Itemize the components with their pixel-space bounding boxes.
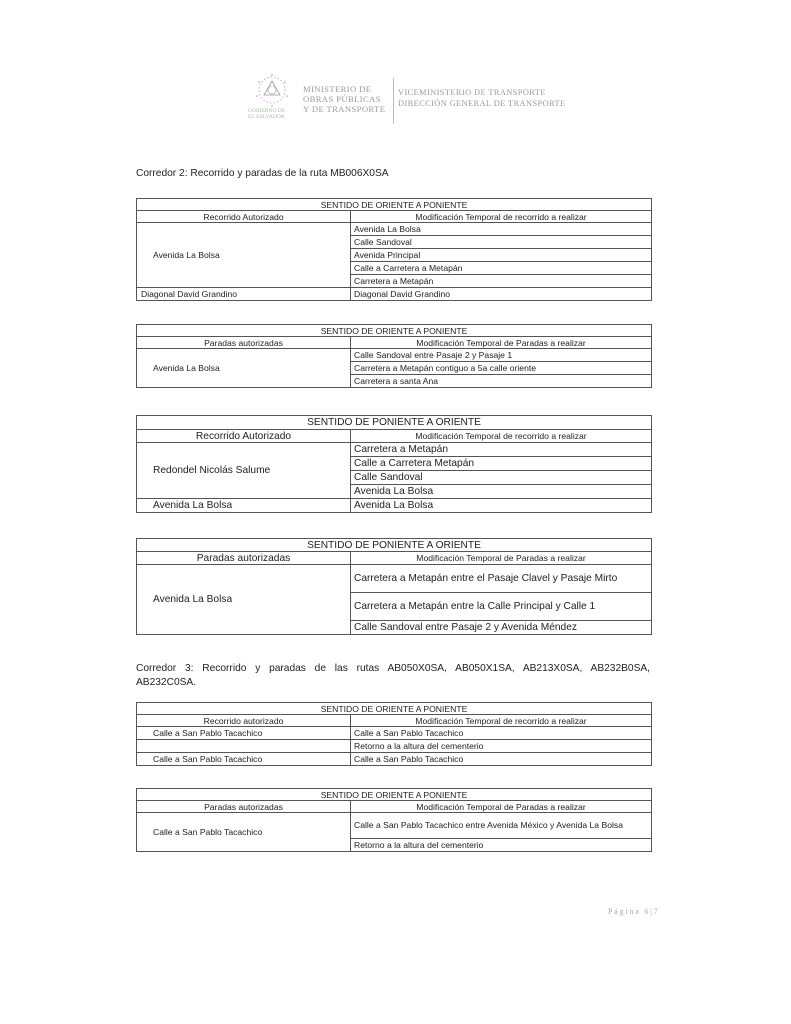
corredor-2-paradas-oriente-poniente-table	[136, 324, 652, 388]
table-cell: Retorno a la altura del cementerio	[351, 839, 652, 852]
corredor-3-title-continued: AB232C0SA.	[136, 677, 197, 688]
letterhead	[240, 60, 580, 130]
table-cell: Calle a San Pablo Tacachico entre Avenida México y Avenida La Bolsa	[351, 813, 652, 839]
table-heading: SENTIDO DE PONIENTE A ORIENTE	[137, 539, 652, 552]
ministry-name: MINISTERIO DE OBRAS PÚBLICAS Y DE TRANSPORTE	[303, 84, 386, 114]
table-cell: Carretera a Metapán entre la Calle Principal y Calle 1	[351, 593, 652, 621]
page-number: 6|7	[644, 907, 660, 916]
column-header: Recorrido autorizado	[137, 715, 351, 727]
table-heading: SENTIDO DE ORIENTE A PONIENTE	[137, 199, 652, 211]
column-header: Modificación Temporal de Paradas a realizar	[351, 552, 652, 565]
table-cell: Calle a San Pablo Tacachico	[351, 753, 652, 766]
corredor-2-paradas-poniente-oriente-table	[136, 538, 652, 635]
table-cell: Diagonal David Grandino	[137, 288, 351, 301]
table-heading: SENTIDO DE ORIENTE A PONIENTE	[137, 325, 652, 337]
corredor-2-recorrido-poniente-oriente-table	[136, 415, 652, 513]
table-cell: Avenida La Bolsa	[351, 485, 652, 499]
column-header: Modificación Temporal de Paradas a realizar	[351, 337, 652, 349]
table-heading: SENTIDO DE ORIENTE A PONIENTE	[137, 703, 652, 715]
vice-ministry-name: VICEMINISTERIO DE TRANSPORTE DIRECCIÓN GENERAL DE TRANSPORTE	[398, 88, 566, 108]
corredor-2-recorrido-oriente-poniente-table	[136, 198, 652, 301]
table-cell: Carretera a Metapán	[351, 443, 652, 457]
corredor-2-title: Corredor 2: Recorrido y paradas de la ruta MB006X0SA	[136, 168, 389, 179]
column-header: Recorrido Autorizado	[137, 211, 351, 223]
table-cell: Avenida La Bolsa	[137, 499, 351, 513]
column-header: Modificación Temporal de recorrido a realizar	[351, 211, 652, 223]
page-label: Página	[608, 907, 641, 916]
table-cell: Avenida La Bolsa	[351, 223, 652, 236]
table-cell: Carretera a Metapán	[351, 275, 652, 288]
corredor-3-paradas-oriente-poniente-table	[136, 788, 652, 852]
table-cell: Avenida Principal	[351, 249, 652, 262]
table-cell: Avenida La Bolsa	[137, 349, 351, 388]
table-cell: Calle a Carretera Metapán	[351, 457, 652, 471]
table-cell: Carretera a Metapán entre el Pasaje Clavel y Pasaje Mirto	[351, 565, 652, 593]
column-header: Modificación Temporal de Paradas a realizar	[351, 801, 652, 813]
table-cell: Avenida La Bolsa	[137, 565, 351, 635]
table-cell: Calle a San Pablo Tacachico	[137, 727, 351, 740]
table-cell: Avenida La Bolsa	[137, 223, 351, 288]
table-heading: SENTIDO DE PONIENTE A ORIENTE	[137, 416, 652, 430]
table-cell: Retorno a la altura del cementerio	[351, 740, 652, 753]
coat-of-arms-icon	[252, 70, 292, 110]
table-cell: Calle Sandoval	[351, 471, 652, 485]
corredor-3-title: Corredor 3: Recorrido y paradas de las rutas AB050X0SA, AB050X1SA, AB213X0SA, AB232B0SA,	[136, 663, 650, 674]
table-cell: Avenida La Bolsa	[351, 499, 652, 513]
table-cell: Calle a San Pablo Tacachico	[137, 813, 351, 852]
table-cell: Calle Sandoval entre Pasaje 2 y Pasaje 1	[351, 349, 652, 362]
column-header: Paradas autorizadas	[137, 337, 351, 349]
table-cell: Carretera a Metapán contiguo a 5a calle oriente	[351, 362, 652, 375]
table-cell: Calle a San Pablo Tacachico	[137, 753, 351, 766]
table-cell: Diagonal David Grandino	[351, 288, 652, 301]
page-footer	[608, 907, 659, 916]
column-header: Paradas autorizadas	[137, 552, 351, 565]
table-cell: Redondel Nicolás Salume	[137, 443, 351, 499]
table-cell: Calle a Carretera a Metapán	[351, 262, 652, 275]
column-header: Paradas autorizadas	[137, 801, 351, 813]
letterhead-divider	[393, 78, 394, 124]
table-cell: Calle Sandoval	[351, 236, 652, 249]
table-cell: Calle Sandoval entre Pasaje 2 y Avenida Méndez	[351, 621, 652, 635]
table-heading: SENTIDO DE ORIENTE A PONIENTE	[137, 789, 652, 801]
corredor-3-recorrido-oriente-poniente-table	[136, 702, 652, 766]
column-header: Modificación Temporal de recorrido a realizar	[351, 430, 652, 443]
table-cell	[137, 740, 351, 753]
column-header: Modificación Temporal de recorrido a realizar	[351, 715, 652, 727]
table-cell: Calle a San Pablo Tacachico	[351, 727, 652, 740]
government-wordmark: GOBIERNO DE EL SALVADOR	[248, 108, 286, 120]
table-cell: Carretera a santa Ana	[351, 375, 652, 388]
column-header: Recorrido Autorizado	[137, 430, 351, 443]
